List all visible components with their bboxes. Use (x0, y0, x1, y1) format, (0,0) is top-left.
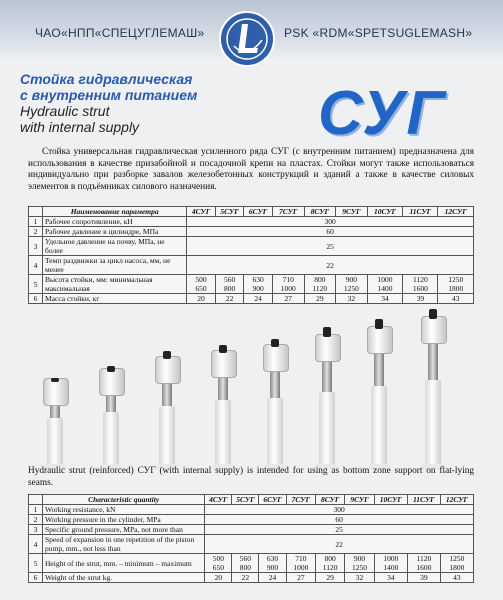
row-label: Height of the strut, mm. – minimum – maximum (43, 554, 205, 573)
row-value: 39 (403, 294, 438, 304)
row-value: 29 (316, 573, 345, 583)
table-row (29, 515, 474, 525)
title-en-line2: with internal supply (20, 119, 140, 135)
row-label: Working pressure in the cylinder, MPa (43, 515, 205, 525)
model-header: 4СУГ (205, 495, 232, 505)
table-row (29, 256, 474, 275)
strut-image (152, 350, 182, 470)
row-label: Specific ground pressure, MPa, not more than (43, 525, 205, 535)
company-name-ru: ЧАО«НПП«СПЕЦУГЛЕМАШ» (35, 26, 205, 40)
row-value: 25 (187, 237, 474, 256)
row-value: 20 (205, 573, 232, 583)
strut-image (40, 378, 70, 470)
table-row (29, 505, 474, 515)
row-number: 5 (29, 554, 43, 573)
model-header: 8СУГ (316, 495, 345, 505)
row-value: 43 (440, 573, 473, 583)
row-label: Рабочее сопротивление, кН (43, 217, 187, 227)
table-header-label: Наименование параметра (43, 207, 187, 217)
model-header: 12СУГ (438, 207, 474, 217)
row-value: 39 (407, 573, 440, 583)
row-label: Speed of expansion in one repetition of the piston pump, mm., not less than (43, 535, 205, 554)
table-cell (29, 495, 43, 505)
row-value: 560 800 (232, 554, 259, 573)
row-value: 24 (244, 294, 273, 304)
row-number: 3 (29, 237, 43, 256)
model-header: 7СУГ (286, 495, 315, 505)
struts-illustration (28, 300, 474, 470)
row-value: 1120 1600 (403, 275, 438, 294)
table-header-row (29, 495, 474, 505)
table-row (29, 525, 474, 535)
row-number: 6 (29, 573, 43, 583)
row-number: 1 (29, 217, 43, 227)
row-value: 500 650 (187, 275, 216, 294)
table-cell (29, 207, 43, 217)
row-label: Удельное давление на почву, МПа, не более (43, 237, 187, 256)
strut-image (364, 318, 394, 470)
row-value: 800 1120 (304, 275, 336, 294)
strut-image (418, 308, 448, 470)
strut-image (96, 366, 126, 470)
model-header: 5СУГ (232, 495, 259, 505)
model-header: 12СУГ (440, 495, 473, 505)
row-number: 2 (29, 515, 43, 525)
model-header: 6СУГ (244, 207, 273, 217)
row-value: 500 650 (205, 554, 232, 573)
row-value: 900 1250 (345, 554, 374, 573)
strut-image (312, 326, 342, 470)
row-value: 29 (304, 294, 336, 304)
strut-image (208, 344, 238, 470)
row-label: Масса стойки, кг (43, 294, 187, 304)
row-number: 1 (29, 505, 43, 515)
row-value: 1250 1800 (438, 275, 474, 294)
row-value: 34 (367, 294, 402, 304)
strut-image (260, 338, 290, 470)
company-logo (218, 10, 276, 68)
row-value: 1250 1800 (440, 554, 473, 573)
row-value: 22 (215, 294, 244, 304)
model-header: 11СУГ (403, 207, 438, 217)
spec-table-en (28, 494, 474, 583)
product-code: СУГ (318, 79, 447, 148)
row-value: 800 1120 (316, 554, 345, 573)
row-value: 630 900 (244, 275, 273, 294)
table-row (29, 275, 474, 294)
model-header: 7СУГ (272, 207, 304, 217)
intro-ru: Стойка универсальная гидравлическая усиленного ряда СУГ (с внутренним питанием) предназначена для использования в качестве призабойной и посадочной крепи на пластах. Стойки могут также использоваться индивидуально при разборке завалов железобетонных конструкций и зданий а также в качестве силовых элементов в подъёмниках силового назначения. (28, 147, 474, 192)
row-value: 1120 1600 (407, 554, 440, 573)
model-header: 5СУГ (215, 207, 244, 217)
model-header: 9СУГ (345, 495, 374, 505)
row-value: 300 (187, 217, 474, 227)
row-value: 32 (336, 294, 368, 304)
title-ru-line2: с внутренним питанием (20, 87, 198, 103)
row-value: 1000 1400 (374, 554, 407, 573)
title-en-line1: Hydraulic strut (20, 103, 110, 119)
title-ru-line1: Стойка гидравлическая (20, 71, 193, 87)
model-header: 10СУГ (374, 495, 407, 505)
table-row (29, 217, 474, 227)
row-label: Темп раздвижки за цикл насоса, мм, не менее (43, 256, 187, 275)
table-row (29, 535, 474, 554)
row-number: 4 (29, 256, 43, 275)
row-label: Высота стойки, мм: минимальная максимальная (43, 275, 187, 294)
row-label: Weight of the strut kg. (43, 573, 205, 583)
row-value: 900 1250 (336, 275, 368, 294)
row-label: Working resistance, kN (43, 505, 205, 515)
model-header: 4СУГ (187, 207, 216, 217)
model-header: 8СУГ (304, 207, 336, 217)
row-value: 630 900 (259, 554, 286, 573)
table-header-label: Characteristic quantity (43, 495, 205, 505)
row-value: 710 1000 (272, 275, 304, 294)
row-number: 3 (29, 525, 43, 535)
row-value: 43 (438, 294, 474, 304)
model-header: 9СУГ (336, 207, 368, 217)
model-header: 11СУГ (407, 495, 440, 505)
table-row (29, 227, 474, 237)
model-header: 6СУГ (259, 495, 286, 505)
row-value: 34 (374, 573, 407, 583)
row-number: 4 (29, 535, 43, 554)
table-header-row (29, 207, 474, 217)
row-number: 6 (29, 294, 43, 304)
row-value: 60 (205, 515, 474, 525)
row-value: 60 (187, 227, 474, 237)
intro-en: Hydraulic strut (reinforced) СУГ (with internal supply) is intended for using as bottom zone support on flat-lying seams. (28, 466, 474, 488)
row-value: 560 800 (215, 275, 244, 294)
row-value: 32 (345, 573, 374, 583)
model-header: 10СУГ (367, 207, 402, 217)
row-value: 22 (205, 535, 474, 554)
table-row (29, 237, 474, 256)
table-row (29, 554, 474, 573)
row-value: 22 (232, 573, 259, 583)
row-number: 2 (29, 227, 43, 237)
row-value: 24 (259, 573, 286, 583)
spec-table-ru (28, 206, 474, 304)
row-value: 27 (272, 294, 304, 304)
row-value: 25 (205, 525, 474, 535)
row-value: 300 (205, 505, 474, 515)
table-row (29, 573, 474, 583)
row-label: Рабочее давление в цилиндре, МПа (43, 227, 187, 237)
row-value: 27 (286, 573, 315, 583)
company-name-en: PSK «RDM«SPETSUGLEMASH» (284, 26, 473, 40)
row-number: 5 (29, 275, 43, 294)
row-value: 1000 1400 (367, 275, 402, 294)
row-value: 20 (187, 294, 216, 304)
row-value: 710 1000 (286, 554, 315, 573)
row-value: 22 (187, 256, 474, 275)
